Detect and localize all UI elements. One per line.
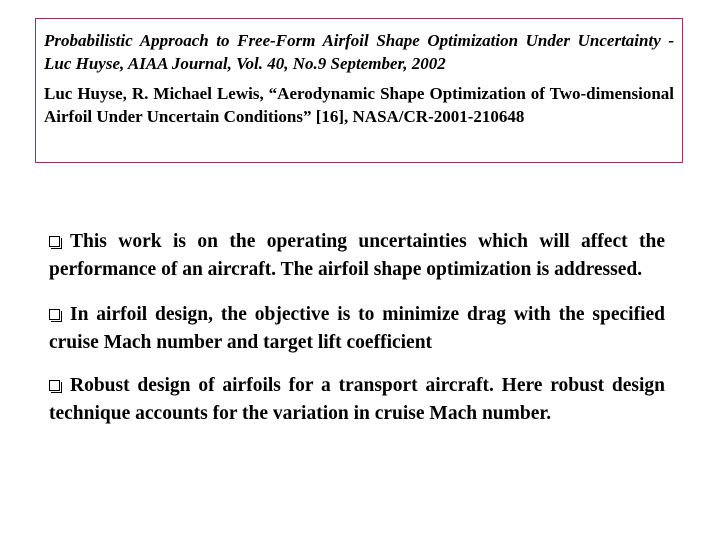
checkbox-square-icon (49, 380, 60, 391)
bullet-text: This work is on the operating uncertainties which will affect the performance of an aircraft. The airfoil shape optimization is addressed. (49, 231, 665, 280)
checkbox-square-icon (49, 236, 60, 247)
bullet-text: In airfoil design, the objective is to minimize drag with the specified cruise Mach number and target lift coefficient (49, 304, 665, 353)
checkbox-square-icon (49, 309, 60, 320)
secondary-reference: Luc Huyse, R. Michael Lewis, “Aerodynamic Shape Optimization of Two-dimensional Airfoil Under Uncertain Conditions” [16], NASA/CR-2001-210648 (44, 84, 674, 126)
bullet-text: Robust design of airfoils for a transport aircraft. Here robust design technique accounts for the variation in cruise Mach number. (49, 375, 665, 424)
primary-reference: Probabilistic Approach to Free-Form Airfoil Shape Optimization Under Uncertainty - Luc Huyse, AIAA Journal, Vol. 40, No.9 September, 2002 (44, 31, 674, 73)
bullet-item-operating-uncertainties (49, 228, 665, 284)
bullet-item-robust-design (49, 372, 665, 428)
bullet-item-airfoil-design-objective (49, 301, 665, 357)
reference-box (35, 18, 683, 163)
bullet-list (49, 228, 665, 445)
